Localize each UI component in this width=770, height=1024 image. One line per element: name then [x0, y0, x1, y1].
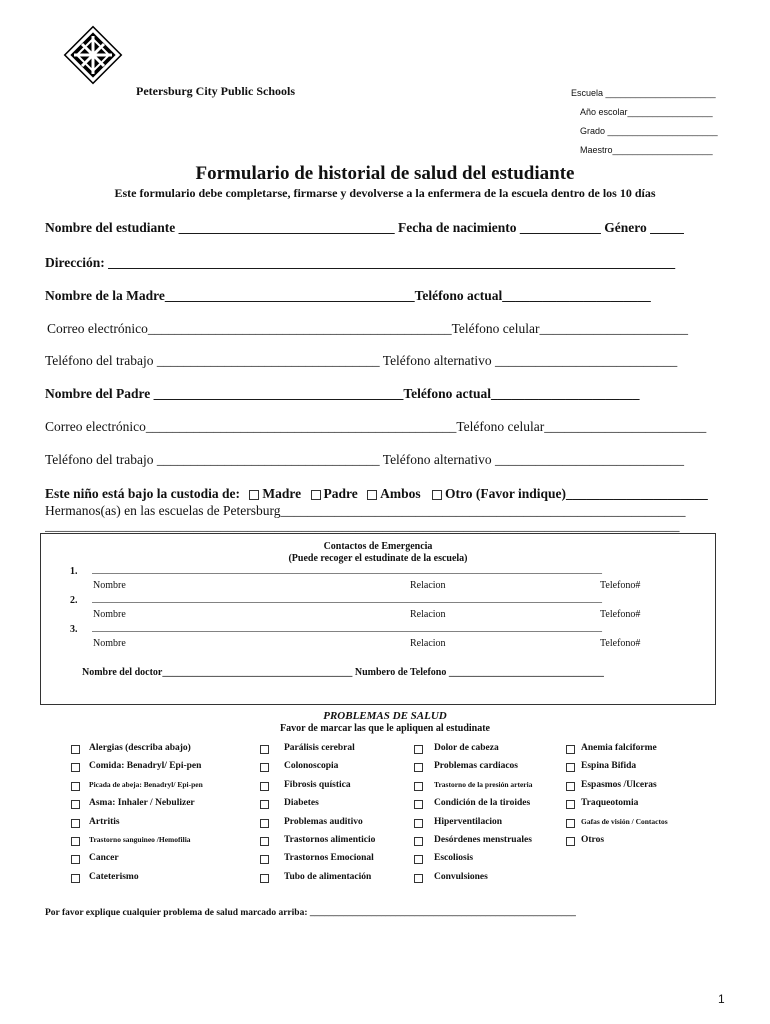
problem-checkbox[interactable] [260, 819, 269, 828]
problem-checkbox[interactable] [260, 745, 269, 754]
problem-checkbox[interactable] [71, 874, 80, 883]
custody-padre-checkbox[interactable] [311, 490, 321, 500]
emergency-row-1-relacion: Relacion [410, 580, 446, 591]
problem-label: Parálisis cerebral [284, 743, 355, 753]
problem-checkbox[interactable] [566, 819, 575, 828]
problem-label: Trastorno de la presión arteria [434, 779, 533, 789]
problem-checkbox[interactable] [414, 855, 423, 864]
problem-label: Traqueotomia [581, 798, 639, 809]
problem-label: Trastornos alimenticio [284, 835, 376, 845]
problem-label: Escoliosis [434, 853, 474, 864]
problem-checkbox[interactable] [71, 782, 80, 791]
emergency-row-2-telefono: Telefono# [600, 609, 641, 620]
problem-checkbox[interactable] [71, 800, 80, 809]
problem-checkbox[interactable] [71, 855, 80, 864]
maestro-field[interactable]: Maestro____________________ [580, 145, 713, 155]
page-number: 1 [718, 992, 725, 1006]
custody-row [45, 486, 708, 502]
emergency-row-3-relacion: Relacion [410, 638, 446, 649]
mother-name-field[interactable]: Nombre de la Madre_____________________________________Teléfono actual______________________ [45, 288, 651, 303]
father-email-field[interactable]: Correo electrónico______________________________________________Teléfono celular________________________ [45, 419, 707, 434]
emergency-title: Contactos de Emergencia [323, 541, 433, 552]
problem-checkbox[interactable] [71, 745, 80, 754]
school-district-name: Petersburg City Public Schools [136, 84, 295, 98]
emergency-row-3-telefono: Telefono# [600, 638, 641, 649]
problem-label: Hiperventilacion [434, 816, 503, 827]
problem-label: Anemia falciforme [581, 743, 657, 753]
mother-work-phone-field[interactable]: Teléfono del trabajo _________________________________ Teléfono alternativo ___________________________ [45, 353, 678, 368]
mother-email-field[interactable]: Correo electrónico_____________________________________________Teléfono celular______________________ [47, 321, 688, 336]
problem-checkbox[interactable] [566, 800, 575, 809]
problem-checkbox[interactable] [414, 763, 423, 772]
emergency-row-2-relacion: Relacion [410, 609, 446, 620]
custody-ambos-checkbox[interactable] [367, 490, 377, 500]
emergency-row-2-nombre: Nombre [93, 609, 126, 620]
problem-label: Problemas auditivo [284, 816, 363, 827]
problem-label: Condición de la tiroides [434, 798, 531, 809]
problem-checkbox[interactable] [414, 745, 423, 754]
problems-subtitle: Favor de marcar las que le apliquen al estudinate [279, 723, 490, 734]
problem-label: Trastorno sanguineo /Hemofilia [89, 835, 191, 844]
problem-label: Alergias (describa abajo) [89, 743, 191, 753]
problem-label: Gafas de visión / Contactos [581, 816, 668, 826]
problem-checkbox[interactable] [260, 763, 269, 772]
problem-label: Espina Bifida [581, 761, 637, 772]
problem-checkbox[interactable] [71, 837, 80, 846]
address-field[interactable]: Dirección: ____________________________________________________________________________________ [45, 255, 676, 270]
problem-label: Dolor de cabeza [434, 743, 499, 753]
problem-label: Diabetes [284, 798, 319, 809]
problem-checkbox[interactable] [260, 874, 269, 883]
school-seal-logo [62, 24, 124, 86]
problem-label: Convulsiones [434, 871, 488, 882]
emergency-row-1-nombre: Nombre [93, 580, 126, 591]
problem-checkbox[interactable] [414, 800, 423, 809]
custody-madre-checkbox[interactable] [249, 490, 259, 500]
problem-label: Fibrosis quística [284, 779, 351, 790]
emergency-row-3-nombre: Nombre [93, 638, 126, 649]
problem-label: Desórdenes menstruales [434, 835, 532, 845]
problem-label: Otros [581, 835, 605, 845]
student-name-field[interactable]: Nombre del estudiante ________________________________ Fecha de nacimiento ____________ Género _____ [45, 220, 684, 235]
problem-checkbox[interactable] [414, 819, 423, 828]
form-title: Formulario de historial de salud del estudiante [195, 163, 575, 184]
father-work-phone-field[interactable]: Teléfono del trabajo _________________________________ Teléfono alternativo ____________________________ [45, 452, 685, 467]
problem-label: Artritis [89, 816, 120, 827]
problem-label: Cancer [89, 853, 119, 864]
problem-checkbox[interactable] [260, 782, 269, 791]
problem-checkbox[interactable] [414, 837, 423, 846]
escuela-field[interactable]: Escuela ______________________ [571, 88, 716, 98]
emergency-row-1-line[interactable]: ______________________________________________________________________________________________________ [92, 564, 602, 575]
custody-padre-label: Padre [323, 486, 358, 501]
problem-label: Cateterismo [89, 871, 139, 882]
custody-otro-checkbox[interactable] [432, 490, 442, 500]
siblings-field-line2[interactable]: ______________________________________________________________________________________________ [45, 518, 680, 533]
problem-label: Picada de abeja: Benadryl/ Epi-pen [89, 779, 203, 789]
emergency-row-2-line[interactable]: ______________________________________________________________________________________________________ [92, 593, 602, 604]
grado-field[interactable]: Grado ______________________ [580, 126, 718, 136]
problem-checkbox[interactable] [566, 763, 575, 772]
problem-checkbox[interactable] [566, 782, 575, 791]
emergency-row-1-telefono: Telefono# [600, 580, 641, 591]
form-subtitle: Este formulario debe completarse, firmarse y devolverse a la enfermera de la escuela dentro de los 10 días [114, 186, 656, 200]
problem-checkbox[interactable] [71, 819, 80, 828]
problem-checkbox[interactable] [414, 782, 423, 791]
problem-checkbox[interactable] [414, 874, 423, 883]
doctor-field[interactable]: Nombre del doctor______________________________________ Numbero de Telefono _______________________________ [82, 667, 604, 678]
problem-label: Problemas cardiacos [434, 761, 518, 772]
emergency-row-2-number: 2. [70, 595, 78, 606]
custody-ambos-label: Ambos [380, 486, 421, 501]
problem-label: Trastornos Emocional [284, 853, 374, 864]
custody-madre-label: Madre [262, 486, 302, 501]
problem-label: Tubo de alimentación [284, 871, 372, 882]
problem-label: Comida: Benadryl/ Epi-pen [89, 761, 202, 772]
emergency-row-3-number: 3. [70, 624, 78, 635]
problems-title: PROBLEMAS DE SALUD [323, 710, 447, 722]
father-name-field[interactable]: Nombre del Padre _____________________________________Teléfono actual______________________ [45, 386, 640, 401]
custody-otro-field[interactable]: Otro (Favor indique)_____________________ [445, 486, 708, 501]
ano-escolar-field[interactable]: Año escolar_________________ [580, 107, 713, 117]
problem-label: Espasmos /Ulceras [581, 779, 657, 790]
problem-checkbox[interactable] [566, 837, 575, 846]
problem-checkbox[interactable] [260, 837, 269, 846]
problem-label: Colonoscopia [284, 761, 339, 772]
custody-label: Este niño está bajo la custodia de: [45, 486, 241, 501]
emergency-row-3-line[interactable]: ______________________________________________________________________________________________________ [92, 622, 602, 633]
problem-checkbox[interactable] [566, 745, 575, 754]
emergency-row-1-number: 1. [70, 566, 78, 577]
problem-label: Asma: Inhaler / Nebulizer [89, 798, 195, 809]
problem-checkbox[interactable] [260, 855, 269, 864]
emergency-subtitle: (Puede recoger el estudinate de la escuela) [288, 553, 468, 564]
problem-checkbox[interactable] [260, 800, 269, 809]
explain-field[interactable]: Por favor explique cualquier problema de salud marcado arriba: ________________________________________________________ [45, 908, 576, 918]
siblings-field[interactable]: Hermanos(as) en las escuelas de Petersburg____________________________________________________________ [45, 503, 686, 518]
problem-checkbox[interactable] [71, 763, 80, 772]
